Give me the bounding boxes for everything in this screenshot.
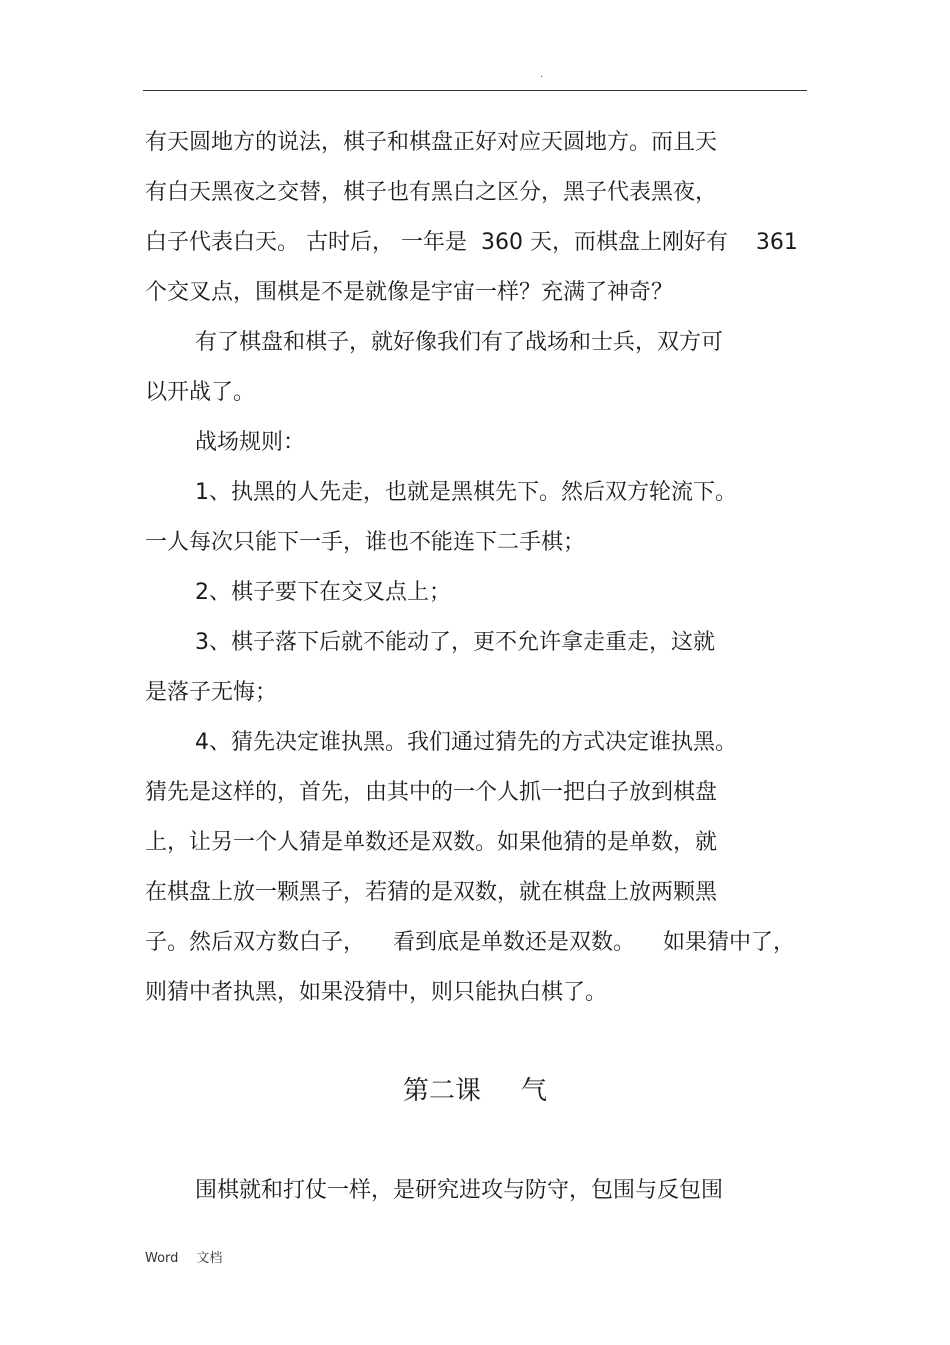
rule-item-3: 3、棋子落下后就不能动了，更不允许拿走重走，这就	[195, 630, 715, 655]
paragraph-line: 围棋就和打仗一样，是研究进攻与防守，包围与反包围	[195, 1178, 724, 1203]
text-line: 以开战了。	[145, 380, 256, 405]
paragraph-line: 有了棋盘和棋子，就好像我们有了战场和士兵，双方可	[195, 330, 724, 355]
header-rule	[143, 90, 807, 91]
text-line: 一人每次只能下一手，谁也不能连下二手棋；	[145, 530, 586, 555]
text-line: 子。然后双方数白子， 看到底是单数还是双数。 如果猜中了，	[145, 930, 795, 955]
text-line: 上，让另一个人猜是单数还是双数。如果他猜的是单数，就	[145, 830, 718, 855]
lesson-title: 气	[521, 1076, 548, 1106]
rule-item-4: 4、猜先决定谁执黑。我们通过猜先的方式决定谁执黑。	[195, 730, 737, 755]
footer	[145, 1250, 222, 1268]
footer-label: 文档	[196, 1251, 223, 1266]
rule-item-2: 2、棋子要下在交叉点上；	[195, 580, 451, 605]
text-line: 猜先是这样的，首先，由其中的一个人抓一把白子放到棋盘	[145, 780, 718, 805]
section-label: 战场规则：	[195, 430, 306, 455]
header-mark: .	[540, 69, 544, 80]
lesson-heading	[0, 1066, 950, 1116]
rule-item-1: 1、执黑的人先走，也就是黑棋先下。然后双方轮流下。	[195, 480, 737, 505]
lesson-number: 第二课	[402, 1076, 481, 1106]
document-body	[145, 118, 810, 1018]
text-line: 是落子无悔；	[145, 680, 278, 705]
text-line: 则猜中者执黑，如果没猜中，则只能执白棋了。	[145, 980, 608, 1005]
text-line: 有白天黑夜之交替，棋子也有黑白之区分，黑子代表黑夜，	[145, 180, 718, 205]
text-line: 个交叉点，围棋是不是就像是宇宙一样？充满了神奇？	[145, 280, 674, 305]
footer-app: Word	[145, 1251, 179, 1266]
text-line: 在棋盘上放一颗黑子，若猜的是双数，就在棋盘上放两颗黑	[145, 880, 718, 905]
text-line: 有天圆地方的说法，棋子和棋盘正好对应天圆地方。而且天	[145, 130, 718, 155]
text-line: 白子代表白天。 古时后， 一年是 360 天，而棋盘上刚好有 361	[145, 230, 798, 255]
